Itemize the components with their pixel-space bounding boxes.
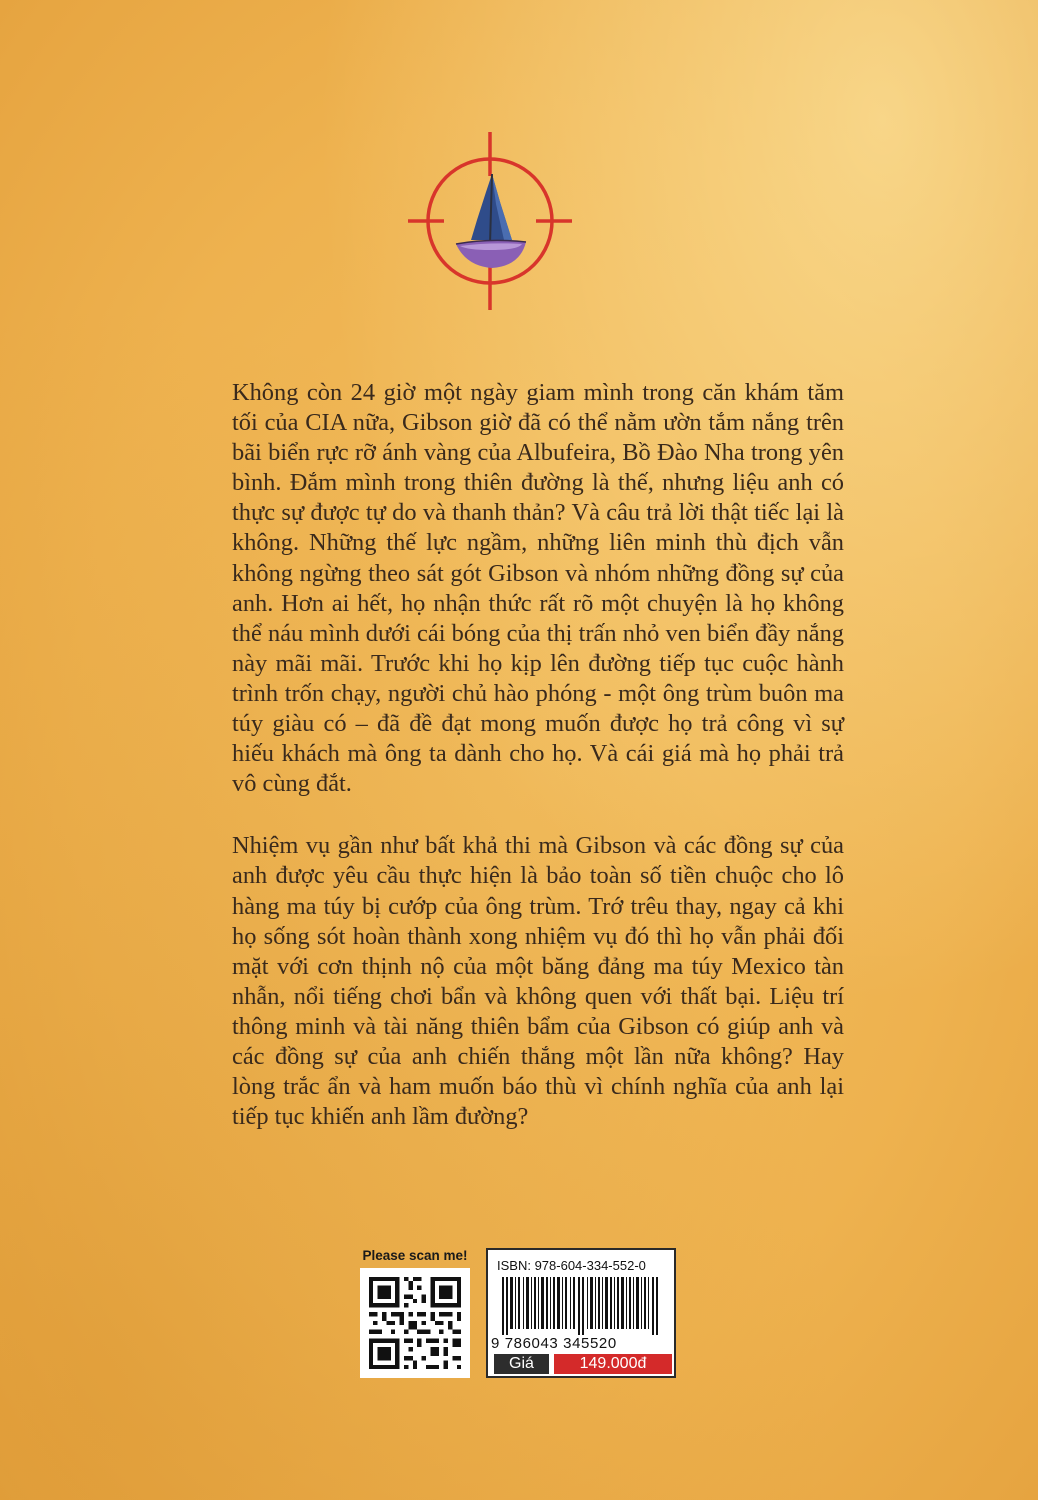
qr-code-icon[interactable] bbox=[360, 1268, 470, 1378]
description-paragraph: Không còn 24 giờ một ngày giam mình trong căn khám tăm tối của CIA nữa, Gibson giờ đã có thể nằm ườn tắm nắng trên bãi biển rực rỡ ánh vàng của Albufeira, Bồ Đào Nha trong yên bình. Đắm mình trong thiên đường là thế, nhưng liệu anh có thực sự được tự do và thanh thản? Và câu trả lời thật tiếc lại là không. Những thế lực ngầm, những liên minh thù địch vẫn không ngừng theo sát gót Gibson và nhóm những đồng sự của anh. Hơn ai hết, họ nhận thức rất rõ một chuyện là họ không thể náu mình dưới cái bóng của thị trấn nhỏ ven biển đầy nắng này mãi mãi. Trước khi họ kịp lên đường tiếp tục cuộc hành trình trốn chạy, người chủ hào phóng - một ông trùm buôn ma túy giàu có – đã đề đạt mong muốn được họ trả công vì sự hiếu khách mà ông ta dành cho họ. Và cái giá mà họ phải trả vô cùng đắt. bbox=[232, 379, 844, 798]
barcode-icon bbox=[496, 1277, 668, 1335]
isbn-barcode-block bbox=[486, 1248, 676, 1378]
qr-code-block bbox=[358, 1248, 472, 1378]
barcode-digits: 9 786043 345520 bbox=[491, 1335, 617, 1352]
description-paragraph: Nhiệm vụ gần như bất khả thi mà Gibson và các đồng sự của anh được yêu cầu thực hiện là bảo toàn số tiền chuộc cho lô hàng ma túy bị cướp của ông trùm. Trớ trêu thay, ngay cả khi họ sống sót hoàn thành xong nhiệm vụ đó thì họ vẫn phải đối mặt với cơn thịnh nộ của một băng đảng ma túy Mexico tàn nhẫn, nổi tiếng chơi bẩn và không quen với thất bại. Liệu trí thông minh và tài năng thiên bẩm của Gibson có giúp anh và các đồng sự của anh chiến thắng một lần nữa không? Hay lòng trắc ẩn và ham muốn báo thù vì chính nghĩa của anh lại tiếp tục khiến anh lầm đường? bbox=[232, 832, 844, 1131]
isbn-number: ISBN: 978-604-334-552-0 bbox=[497, 1258, 646, 1273]
back-cover-description bbox=[232, 378, 844, 1164]
qr-label: Please scan me! bbox=[362, 1248, 468, 1263]
price-tag bbox=[494, 1354, 668, 1374]
sailboat-crosshair-icon bbox=[408, 132, 572, 310]
price-label: Giá bbox=[494, 1354, 549, 1374]
price-value: 149.000đ bbox=[554, 1354, 672, 1374]
